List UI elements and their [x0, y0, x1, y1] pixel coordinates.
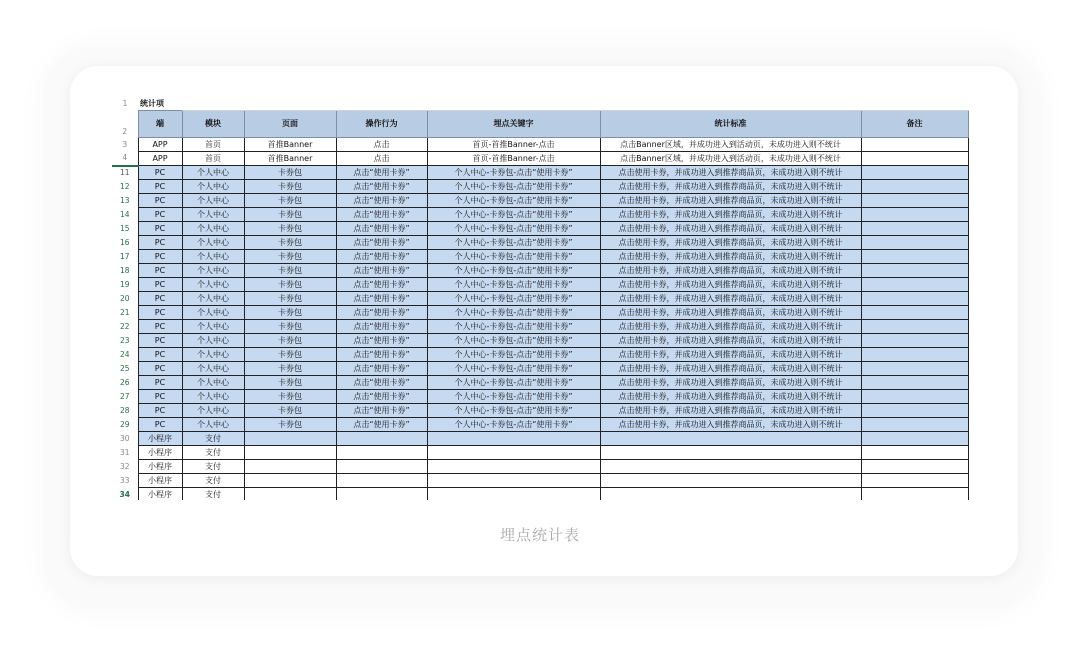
table-row — [112, 334, 968, 348]
row-number[interactable]: 16 — [112, 236, 138, 250]
table-cell[interactable]: 个人中心 — [182, 418, 244, 432]
table-row — [112, 432, 968, 446]
table-row — [112, 376, 968, 390]
table-cell[interactable] — [861, 446, 968, 460]
table-cell[interactable]: 个人中心 — [182, 180, 244, 194]
table-cell[interactable]: 点击使用卡券，并成功进入到推荐商品页，未成功进入则不统计 — [600, 292, 861, 306]
table-cell[interactable]: 点击“使用卡券” — [336, 194, 427, 208]
table-cell[interactable]: 卡券包 — [244, 278, 336, 292]
table-cell[interactable] — [244, 488, 336, 501]
table-cell[interactable]: 点击使用卡券，并成功进入到推荐商品页，未成功进入则不统计 — [600, 264, 861, 278]
row-number[interactable]: 27 — [112, 390, 138, 404]
row-number[interactable]: 18 — [112, 264, 138, 278]
table-cell[interactable]: 卡券包 — [244, 320, 336, 334]
table-cell[interactable] — [861, 306, 968, 320]
row-number[interactable]: 32 — [112, 460, 138, 474]
table-cell[interactable] — [861, 474, 968, 488]
row-number[interactable]: 21 — [112, 306, 138, 320]
row-number[interactable]: 30 — [112, 432, 138, 446]
table-cell[interactable]: 首页-首推Banner-点击 — [427, 152, 600, 166]
table-cell[interactable] — [861, 236, 968, 250]
table-cell[interactable] — [861, 362, 968, 376]
table-cell[interactable]: 点击使用卡券，并成功进入到推荐商品页，未成功进入则不统计 — [600, 250, 861, 264]
table-cell[interactable]: 卡券包 — [244, 264, 336, 278]
table-cell[interactable]: 点击使用卡券，并成功进入到推荐商品页，未成功进入则不统计 — [600, 306, 861, 320]
table-cell[interactable] — [861, 292, 968, 306]
row-number[interactable]: 20 — [112, 292, 138, 306]
row-number[interactable]: 12 — [112, 180, 138, 194]
row-number[interactable]: 23 — [112, 334, 138, 348]
table-cell[interactable] — [244, 446, 336, 460]
table-row — [112, 460, 968, 474]
table-cell[interactable] — [600, 474, 861, 488]
row-number[interactable]: 31 — [112, 446, 138, 460]
table-cell[interactable]: 个人中心-卡券包-点击“使用卡券” — [427, 208, 600, 222]
table-row — [112, 250, 968, 264]
table-cell[interactable]: PC — [138, 264, 182, 278]
table-row — [112, 236, 968, 250]
table-cell[interactable]: 支付 — [182, 460, 244, 474]
table-cell[interactable]: 个人中心 — [182, 320, 244, 334]
table-cell[interactable]: 卡券包 — [244, 404, 336, 418]
table-cell[interactable] — [244, 474, 336, 488]
table-cell[interactable]: 点击“使用卡券” — [336, 166, 427, 180]
table-cell[interactable] — [336, 474, 427, 488]
table-cell[interactable]: 首推Banner — [244, 138, 336, 152]
table-cell[interactable]: 个人中心 — [182, 236, 244, 250]
table-cell[interactable] — [861, 488, 968, 501]
table-title-cell[interactable]: 统计项 — [140, 98, 164, 108]
table-cell[interactable]: 个人中心 — [182, 264, 244, 278]
table-cell[interactable] — [600, 446, 861, 460]
header-row — [112, 111, 968, 138]
table-cell[interactable] — [427, 432, 600, 446]
table-cell[interactable]: 个人中心 — [182, 404, 244, 418]
table-row — [112, 320, 968, 334]
table-row — [112, 208, 968, 222]
row-number: 1 — [112, 97, 138, 111]
table-cell[interactable]: 点击使用卡券，并成功进入到推荐商品页，未成功进入则不统计 — [600, 278, 861, 292]
row-number[interactable]: 11 — [112, 166, 138, 180]
row-number[interactable]: 29 — [112, 418, 138, 432]
table-cell[interactable]: 点击“使用卡券” — [336, 250, 427, 264]
table-cell[interactable]: PC — [138, 250, 182, 264]
table-cell[interactable]: 首页-首推Banner-点击 — [427, 138, 600, 152]
table-cell[interactable]: 个人中心-卡券包-点击“使用卡券” — [427, 390, 600, 404]
table-cell[interactable]: 个人中心 — [182, 194, 244, 208]
table-cell[interactable] — [861, 194, 968, 208]
row-number[interactable]: 25 — [112, 362, 138, 376]
table-cell[interactable]: 个人中心 — [182, 390, 244, 404]
row-number[interactable]: 22 — [112, 320, 138, 334]
table-cell[interactable] — [861, 390, 968, 404]
table-cell[interactable]: 点击使用卡券，并成功进入到推荐商品页，未成功进入则不统计 — [600, 376, 861, 390]
table-cell[interactable] — [861, 180, 968, 194]
table-cell[interactable]: 个人中心-卡券包-点击“使用卡券” — [427, 194, 600, 208]
table-cell[interactable]: 点击使用卡券，并成功进入到推荐商品页，未成功进入则不统计 — [600, 208, 861, 222]
table-cell[interactable]: 卡券包 — [244, 334, 336, 348]
table-row — [112, 138, 968, 152]
table-row — [112, 362, 968, 376]
table-row — [112, 166, 968, 180]
table-cell[interactable]: 个人中心-卡券包-点击“使用卡券” — [427, 306, 600, 320]
blank-cell[interactable] — [182, 97, 968, 111]
table-cell[interactable]: 卡券包 — [244, 236, 336, 250]
table-cell[interactable]: 点击使用卡券，并成功进入到推荐商品页，未成功进入则不统计 — [600, 362, 861, 376]
table-cell[interactable]: 个人中心-卡券包-点击“使用卡券” — [427, 418, 600, 432]
table-cell[interactable]: 点击“使用卡券” — [336, 306, 427, 320]
table-cell[interactable]: 点击使用卡券，并成功进入到推荐商品页，未成功进入则不统计 — [600, 418, 861, 432]
table-row — [112, 306, 968, 320]
table-cell[interactable] — [861, 264, 968, 278]
table-cell[interactable]: PC — [138, 236, 182, 250]
table-cell[interactable] — [861, 418, 968, 432]
table-row — [112, 418, 968, 432]
table-cell[interactable] — [336, 432, 427, 446]
table-cell[interactable]: 点击使用卡券，并成功进入到推荐商品页，未成功进入则不统计 — [600, 334, 861, 348]
table-cell[interactable]: 卡券包 — [244, 418, 336, 432]
table-cell[interactable]: PC — [138, 348, 182, 362]
table-cell[interactable] — [244, 460, 336, 474]
row-number[interactable]: 14 — [112, 208, 138, 222]
table-cell[interactable] — [336, 460, 427, 474]
table-row — [112, 404, 968, 418]
table-cell[interactable]: 个人中心 — [182, 250, 244, 264]
table-cell[interactable]: 点击 — [336, 152, 427, 166]
table-cell[interactable]: 个人中心 — [182, 306, 244, 320]
table-cell[interactable] — [861, 138, 968, 152]
table-cell[interactable] — [244, 432, 336, 446]
table-cell[interactable] — [861, 334, 968, 348]
table-cell[interactable]: PC — [138, 278, 182, 292]
table-cell[interactable]: 点击使用卡券，并成功进入到推荐商品页，未成功进入则不统计 — [600, 390, 861, 404]
table-cell[interactable]: PC — [138, 166, 182, 180]
table-cell[interactable]: 首推Banner — [244, 152, 336, 166]
table-cell[interactable] — [336, 488, 427, 501]
table-cell[interactable]: 点击“使用卡券” — [336, 292, 427, 306]
table-cell[interactable]: 点击使用卡券，并成功进入到推荐商品页，未成功进入则不统计 — [600, 222, 861, 236]
table-cell[interactable]: 个人中心-卡券包-点击“使用卡券” — [427, 362, 600, 376]
table-row — [112, 222, 968, 236]
table-cell[interactable] — [861, 152, 968, 166]
table-cell[interactable]: 点击使用卡券，并成功进入到推荐商品页，未成功进入则不统计 — [600, 404, 861, 418]
table-cell[interactable]: PC — [138, 194, 182, 208]
table-cell[interactable]: 个人中心 — [182, 376, 244, 390]
table-row — [112, 474, 968, 488]
column-header[interactable]: 端 — [138, 111, 182, 138]
table-cell[interactable]: PC — [138, 320, 182, 334]
table-cell[interactable] — [427, 488, 600, 501]
table-row — [112, 390, 968, 404]
table-cell[interactable]: 卡券包 — [244, 194, 336, 208]
table-cell[interactable]: 点击Banner区域，并成功进入到活动页，未成功进入则不统计 — [600, 152, 861, 166]
table-cell[interactable]: 个人中心 — [182, 222, 244, 236]
table-cell[interactable]: PC — [138, 390, 182, 404]
table-cell[interactable]: 点击“使用卡券” — [336, 348, 427, 362]
title-row — [112, 97, 968, 111]
table-cell[interactable]: 个人中心-卡券包-点击“使用卡券” — [427, 278, 600, 292]
table-cell[interactable]: 卡券包 — [244, 208, 336, 222]
table-cell[interactable]: 个人中心 — [182, 292, 244, 306]
table-cell[interactable] — [861, 320, 968, 334]
table-cell[interactable]: PC — [138, 208, 182, 222]
row-number[interactable]: 19 — [112, 278, 138, 292]
data-table — [112, 97, 969, 500]
table-cell[interactable]: 卡券包 — [244, 166, 336, 180]
table-cell[interactable]: 个人中心-卡券包-点击“使用卡券” — [427, 320, 600, 334]
table-cell[interactable]: 个人中心 — [182, 348, 244, 362]
table-cell[interactable]: 点击使用卡券，并成功进入到推荐商品页，未成功进入则不统计 — [600, 166, 861, 180]
table-cell[interactable]: PC — [138, 404, 182, 418]
table-cell[interactable] — [861, 250, 968, 264]
table-cell[interactable]: 小程序 — [138, 474, 182, 488]
table-cell[interactable]: 点击“使用卡券” — [336, 320, 427, 334]
table-cell[interactable]: 支付 — [182, 446, 244, 460]
table-cell[interactable]: 卡券包 — [244, 180, 336, 194]
table-cell[interactable]: PC — [138, 334, 182, 348]
table-cell[interactable]: 个人中心 — [182, 334, 244, 348]
table-cell[interactable]: 小程序 — [138, 460, 182, 474]
row-number[interactable]: 33 — [112, 474, 138, 488]
table-cell[interactable]: 点击“使用卡券” — [336, 236, 427, 250]
table-cell[interactable]: 点击 — [336, 138, 427, 152]
row-number[interactable]: 15 — [112, 222, 138, 236]
row-number[interactable]: 34 — [112, 488, 138, 501]
table-cell[interactable]: 个人中心-卡券包-点击“使用卡券” — [427, 376, 600, 390]
table-cell[interactable] — [861, 432, 968, 446]
table-cell[interactable]: 个人中心 — [182, 362, 244, 376]
column-header[interactable]: 统计标准 — [600, 111, 861, 138]
table-cell[interactable]: 点击“使用卡券” — [336, 404, 427, 418]
table-cell[interactable]: APP — [138, 152, 182, 166]
row-number[interactable]: 4 — [112, 152, 138, 166]
table-cell[interactable]: PC — [138, 222, 182, 236]
table-cell[interactable]: 个人中心-卡券包-点击“使用卡券” — [427, 334, 600, 348]
table-cell[interactable]: 卡券包 — [244, 292, 336, 306]
table-row — [112, 180, 968, 194]
table-cell[interactable] — [861, 222, 968, 236]
row-number[interactable]: 28 — [112, 404, 138, 418]
table-cell[interactable]: 卡券包 — [244, 222, 336, 236]
table-cell[interactable]: 个人中心-卡券包-点击“使用卡券” — [427, 166, 600, 180]
table-cell[interactable]: 卡券包 — [244, 250, 336, 264]
table-cell[interactable]: 点击“使用卡券” — [336, 208, 427, 222]
table-cell[interactable]: PC — [138, 292, 182, 306]
table-cell[interactable] — [427, 446, 600, 460]
column-header[interactable]: 备注 — [861, 111, 968, 138]
table-cell[interactable]: 支付 — [182, 488, 244, 501]
table-row — [112, 348, 968, 362]
table-cell[interactable]: PC — [138, 362, 182, 376]
table-cell[interactable]: 小程序 — [138, 488, 182, 501]
table-cell[interactable]: 个人中心-卡券包-点击“使用卡券” — [427, 404, 600, 418]
table-cell[interactable]: 点击“使用卡券” — [336, 334, 427, 348]
row-number[interactable]: 24 — [112, 348, 138, 362]
table-cell[interactable]: 卡券包 — [244, 362, 336, 376]
table-cell[interactable]: 点击Banner区域，并成功进入到活动页，未成功进入则不统计 — [600, 138, 861, 152]
column-header[interactable]: 操作行为 — [336, 111, 427, 138]
column-header[interactable]: 模块 — [182, 111, 244, 138]
table-row — [112, 194, 968, 208]
table-cell[interactable]: 卡券包 — [244, 376, 336, 390]
table-cell[interactable]: 首页 — [182, 152, 244, 166]
table-cell[interactable]: 点击“使用卡券” — [336, 418, 427, 432]
table-cell[interactable] — [336, 446, 427, 460]
table-cell[interactable]: 点击“使用卡券” — [336, 376, 427, 390]
image-caption: 埋点统计表 — [499, 526, 580, 544]
table-row — [112, 446, 968, 460]
table-cell[interactable]: 卡券包 — [244, 348, 336, 362]
table-row — [112, 278, 968, 292]
table-row — [112, 152, 968, 166]
table-cell[interactable] — [861, 460, 968, 474]
table-cell[interactable]: 点击“使用卡券” — [336, 390, 427, 404]
table-cell[interactable]: 个人中心-卡券包-点击“使用卡券” — [427, 264, 600, 278]
table-cell[interactable]: 支付 — [182, 432, 244, 446]
row-number[interactable]: 17 — [112, 250, 138, 264]
table-cell[interactable]: 点击使用卡券，并成功进入到推荐商品页，未成功进入则不统计 — [600, 194, 861, 208]
table-cell[interactable]: 点击“使用卡券” — [336, 362, 427, 376]
table-cell[interactable] — [861, 376, 968, 390]
table-cell[interactable]: 个人中心-卡券包-点击“使用卡券” — [427, 250, 600, 264]
table-cell[interactable] — [861, 404, 968, 418]
table-cell[interactable]: PC — [138, 180, 182, 194]
spreadsheet — [112, 97, 970, 500]
table-cell[interactable]: 点击使用卡券，并成功进入到推荐商品页，未成功进入则不统计 — [600, 348, 861, 362]
table-cell[interactable] — [861, 348, 968, 362]
row-number[interactable]: 3 — [112, 138, 138, 152]
table-cell[interactable]: 个人中心-卡券包-点击“使用卡券” — [427, 348, 600, 362]
table-cell[interactable]: 点击“使用卡券” — [336, 222, 427, 236]
table-cell[interactable] — [600, 460, 861, 474]
table-cell[interactable]: 点击使用卡券，并成功进入到推荐商品页，未成功进入则不统计 — [600, 320, 861, 334]
table-cell[interactable] — [600, 488, 861, 501]
table-cell[interactable]: PC — [138, 376, 182, 390]
table-cell[interactable] — [861, 166, 968, 180]
table-cell[interactable]: 个人中心 — [182, 166, 244, 180]
column-header[interactable]: 页面 — [244, 111, 336, 138]
table-cell[interactable]: APP — [138, 138, 182, 152]
table-cell[interactable]: 个人中心-卡券包-点击“使用卡券” — [427, 222, 600, 236]
row-number[interactable]: 13 — [112, 194, 138, 208]
table-row — [112, 292, 968, 306]
table-cell[interactable] — [861, 208, 968, 222]
table-cell[interactable]: 点击使用卡券，并成功进入到推荐商品页，未成功进入则不统计 — [600, 236, 861, 250]
table-cell[interactable]: 点击使用卡券，并成功进入到推荐商品页，未成功进入则不统计 — [600, 180, 861, 194]
table-cell[interactable]: 点击“使用卡券” — [336, 264, 427, 278]
table-cell[interactable] — [427, 460, 600, 474]
table-cell[interactable]: 个人中心 — [182, 278, 244, 292]
table-cell[interactable]: 点击“使用卡券” — [336, 278, 427, 292]
table-row — [112, 264, 968, 278]
table-cell[interactable]: 小程序 — [138, 432, 182, 446]
table-cell[interactable] — [861, 278, 968, 292]
table-cell[interactable] — [600, 432, 861, 446]
table-cell[interactable]: PC — [138, 418, 182, 432]
table-cell[interactable]: 支付 — [182, 474, 244, 488]
table-cell[interactable]: PC — [138, 306, 182, 320]
table-cell[interactable]: 卡券包 — [244, 390, 336, 404]
table-cell[interactable]: 卡券包 — [244, 306, 336, 320]
table-cell[interactable]: 小程序 — [138, 446, 182, 460]
table-cell[interactable]: 点击“使用卡券” — [336, 180, 427, 194]
table-cell[interactable]: 首页 — [182, 138, 244, 152]
row-number[interactable]: 26 — [112, 376, 138, 390]
table-cell[interactable]: 个人中心 — [182, 208, 244, 222]
table-cell[interactable]: 个人中心-卡券包-点击“使用卡券” — [427, 292, 600, 306]
row-number: 2 — [112, 111, 138, 138]
table-cell[interactable] — [427, 474, 600, 488]
table-row — [112, 488, 968, 501]
table-cell[interactable]: 个人中心-卡券包-点击“使用卡券” — [427, 180, 600, 194]
column-header[interactable]: 埋点关键字 — [427, 111, 600, 138]
table-cell[interactable]: 个人中心-卡券包-点击“使用卡券” — [427, 236, 600, 250]
